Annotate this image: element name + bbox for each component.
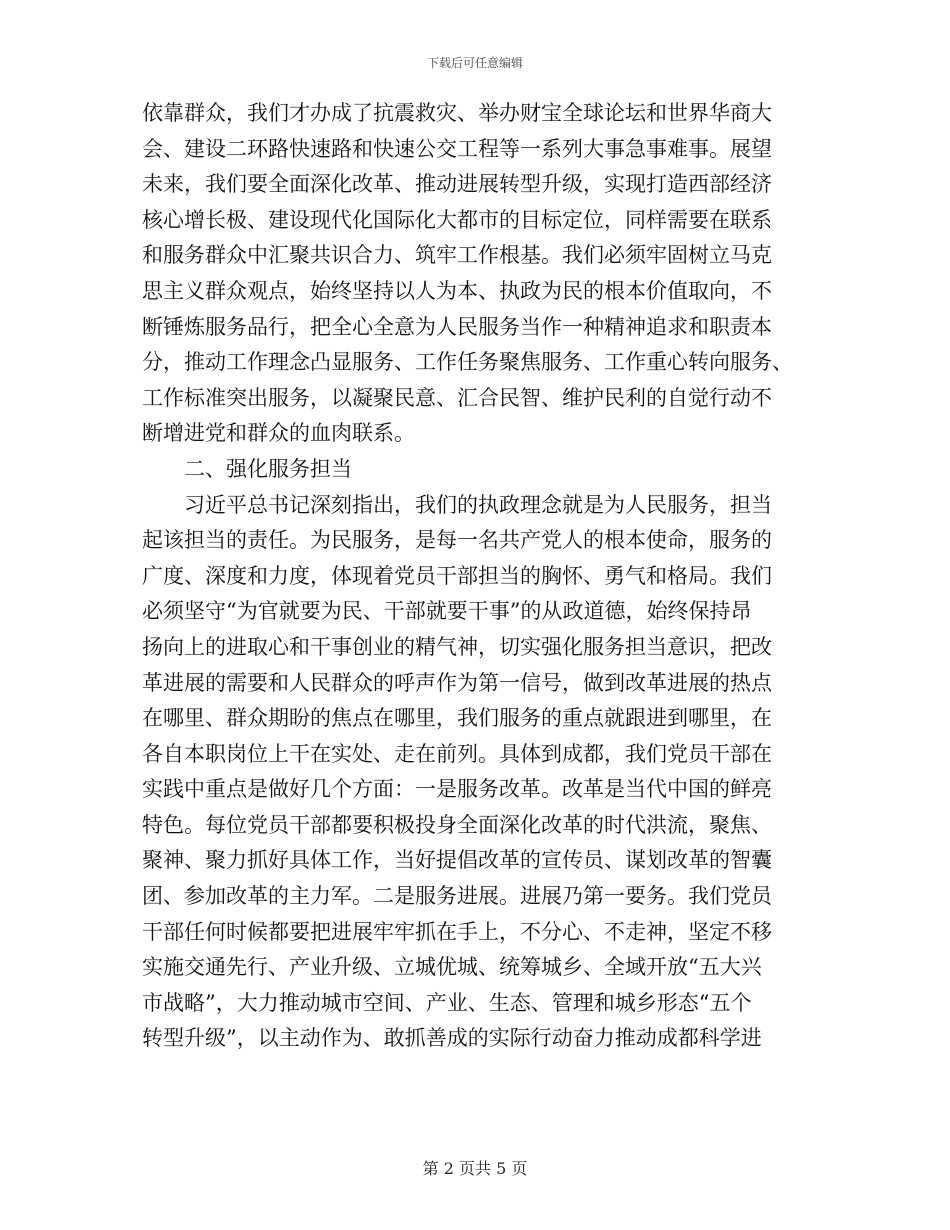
text-line: 思主义群众观点，始终坚持以人为本、执政为民的根本价值取向，不 [142,278,772,303]
text-line: 起该担当的责任。为民服务，是每一名共产党人的根本使命，服务的 [142,528,772,553]
text-line: 市战略”，大力推动城市空间、产业、生态、管理和城乡形态“五个 [142,990,752,1015]
text-line: 聚神、聚力抓好具体工作，当好提倡改革的宣传员、谋划改革的智囊 [142,848,772,873]
text-line: 各自本职岗位上干在实处、走在前列。具体到成都，我们党员干部在 [142,741,772,766]
text-line: 在哪里、群众期盼的焦点在哪里，我们服务的重点就跟进到哪里，在 [142,706,772,731]
text-line: 和服务群众中汇聚共识合力、筑牢工作根基。我们必须牢固树立马克 [142,243,772,268]
text-line: 核心增长极、建设现代化国际化大都市的目标定位，同样需要在联系 [142,207,772,232]
section-heading: 二、强化服务担当 [184,456,352,481]
text-line: 团、参加改革的主力军。二是服务进展。进展乃第一要务。我们党员 [142,884,772,909]
text-line: 依靠群众，我们才办成了抗震救灾、举办财宝全球论坛和世界华商大 [142,101,772,125]
text-line: 会、建设二环路快速路和快速公交工程等一系列大事急事难事。展望 [142,136,772,161]
document-body [142,96,808,1057]
text-line: 干部任何时候都要把进展牢牢抓在手上，不分心、不走神，坚定不移 [142,919,772,944]
text-line: 实施交通先行、产业升级、立城优城、统筹城乡、全域开放“五大兴 [142,955,762,980]
page-header: 下载后可任意编辑 [426,56,523,70]
text-line: 必须坚守“为官就要为民、干部就要干事”的从政道德，始终保持昂 [142,599,752,624]
text-line: 习近平总书记深刻指出，我们的执政理念就是为人民服务，担当 [184,492,772,517]
text-line: 工作标准突出服务，以凝聚民意、汇合民智、维护民利的自觉行动不 [142,385,772,410]
text-line: 断锤炼服务品行，把全心全意为人民服务当作一种精神追求和职责本 [142,314,772,339]
text-line: 分，推动工作理念凸显服务、工作任务聚焦服务、工作重心转向服务、 [142,350,793,375]
text-line: 转型升级”，以主动作为、敢抓善成的实际行动奋力推动成都科学进 [142,1026,762,1051]
text-line: 未来，我们要全面深化改革、推动进展转型升级，实现打造西部经济 [142,172,772,197]
page-footer: 第 2 页共 5 页 [422,1159,528,1178]
text-line: 特色。每位党员干部都要积极投身全面深化改革的时代洪流，聚焦、 [142,812,772,837]
text-line: 实践中重点是做好几个方面：一是服务改革。改革是当代中国的鲜亮 [142,777,772,802]
text-line: 革进展的需要和人民群众的呼声作为第一信号，做到改革进展的热点 [142,670,772,695]
text-line: 广度、深度和力度，体现着党员干部担当的胸怀、勇气和格局。我们 [142,563,772,588]
text-line: 扬向上的进取心和干事创业的精气神，切实强化服务担当意识，把改 [142,634,772,659]
text-line: 断增进党和群众的血肉联系。 [142,421,415,446]
